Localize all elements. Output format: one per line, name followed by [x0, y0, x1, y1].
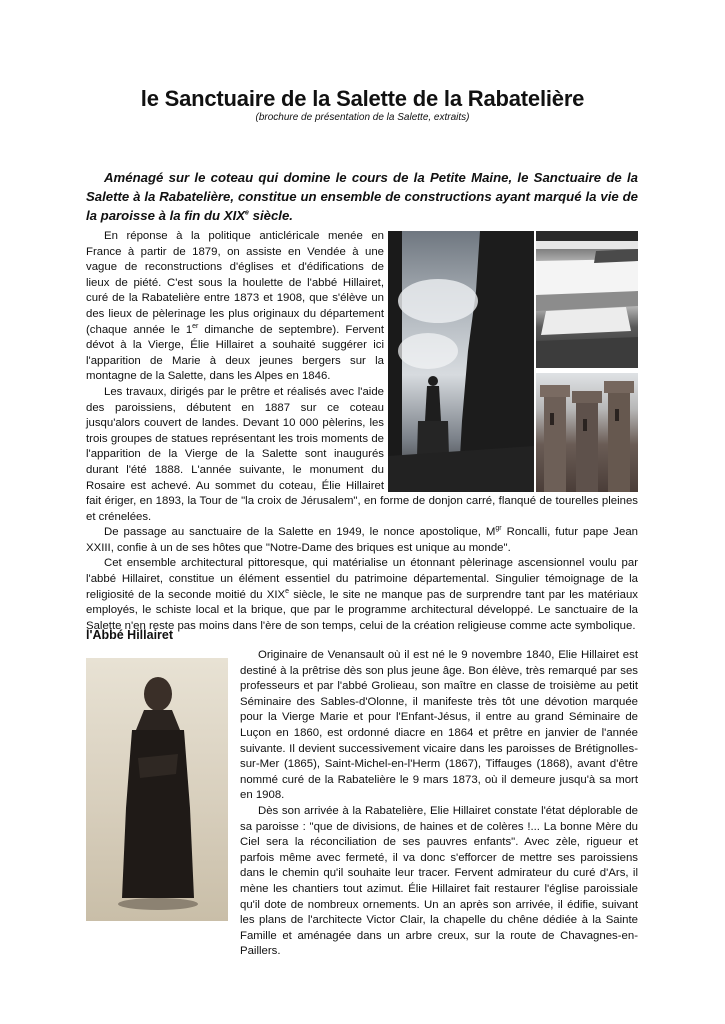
paragraph-3 [86, 525, 638, 556]
statue-photo [388, 231, 534, 492]
section-heading-abbe: l'Abbé Hillairet [86, 628, 174, 642]
intro-sup: e [245, 209, 249, 217]
intro-text-a: Aménagé sur le coteau qui domine le cours de la Petite Maine, le Sanctuaire de la Salette à la Rabatelière, constitue un ensemble de constructions ayant marqué la vie de la paroisse à la fin du XIX [86, 170, 638, 223]
p1-text-b: dimanche de septembre). Fervent dévot à la Vierge, Élie Hillairet a souhaité suggérer ici l'apparition de Marie à deux jeunes bergers sur la montagne de la Salette, dans les Alpes en 1846. [86, 323, 384, 383]
paragraph-6: Dès son arrivée à la Rabatelière, Elie Hillairet constate l'état déplorable de sa paroisse : "que de divisions, de haines et de colères !... La bonne Mère du Ciel sera la réconciliation de ses pauvres enfants". Avec zèle, rigueur et parfois même avec fermeté, il va donc s'efforcer de mettre ses paroissiens dans le chemin qu'il souhaite leur tracer. Fervent admirateur du curé d'Ars, il mène les chantiers tout azimut. Élie Hillairet fait restaurer l'église paroissiale qu'il dote de nombreux ornements. Un an après son arrivée, il édifie, suivant les plans de l'architecte Victor Clair, la chapelle du chêne dédiée à la Sainte Famille et aménagée dans un arbre creux, sur la route de Chavagnes-en-Paillers. [240, 804, 638, 958]
waterfall-photo [536, 231, 638, 368]
p3-text-b: Roncalli, futur pape Jean XXIII, confie à un de ses hôtes que "Notre-Dame des briques est unique au monde". [86, 526, 638, 554]
page-subtitle: (brochure de présentation de la Salette, extraits) [255, 112, 470, 123]
section2-body [240, 648, 638, 960]
p4-text-b: siècle, le site ne manque pas de surprendre tant par les matériaux employés, le schiste local et la brique, que par le programme architectural développé. Le sanctuaire de la Salette n'en reste pas moins dans l'ère de son temps, celui de la création religieuse comme acte symbolique. [86, 588, 639, 632]
p3-text-a: De passage au sanctuaire de la Salette en 1949, le nonce apostolique, M [104, 526, 496, 539]
photo-collage [388, 231, 638, 492]
intro-text-b: siècle. [248, 208, 293, 223]
paragraph-2: Les travaux, dirigés par le prêtre et réalisés avec l'aide des paroissiens, débutent en 1887 sur ce coteau jusqu'alors couvert de landes. Devant 10 000 pèlerins, les trois groupes de statues représentant les trois moments de l'apparition de la Vierge de la Salette sont inaugurés durant l'été 1888. L'année suivante, le monument du Rosaire est achevé. Au sommet du coteau, Élie Hillairet fait ériger, en 1893, la Tour de "la croix de Jérusalem", en forme de donjon carré, flanqué de tourelles pleines et crénelées. [86, 385, 638, 523]
section1-body [86, 229, 638, 634]
page-title: le Sanctuaire de la Salette de la Rabatelière [140, 86, 585, 111]
p1-sup: er [192, 322, 199, 330]
p4-sup: e [285, 587, 290, 595]
intro-paragraph [86, 168, 638, 225]
portrait-photo [86, 658, 228, 921]
towers-photo [536, 373, 638, 492]
p4-text-a: Cet ensemble architectural pittoresque, qui matérialise un étonnant pèlerinage ascensionnel voulu par l'abbé Hillairet, constitue un élément essentiel du patrimoine départemental. Singulier témoignage de la religiosité de la seconde moitié du XIX [86, 557, 638, 601]
paragraph-5: Originaire de Venansault où il est né le 9 novembre 1840, Elie Hillairet est destiné à la prêtrise dès son plus jeune âge. Bon élève, très remarqué par ses professeurs et par l'abbé Grolieau, son maître en classe de troisième au petit Séminaire des Sables-d'Olonne, il manifeste très tôt une dévotion marquée pour la Vierge Marie et pour l'Enfant-Jésus, il entre au grand Séminaire de Luçon en 1860, est ordonné diacre en 1864 et prêtre en janvier de l'année suivante. Il devient successivement vicaire dans les paroisses de Brétignolles-sur-Mer (1865), Saint-Michel-en-l'Herm (1867), Tiffauges (1868), avant d'être nommé curé de la Rabatelière le 9 mars 1873, où il demeure jusqu'à sa mort en 1908. [240, 649, 638, 802]
p1-text-a: En réponse à la politique anticléricale menée en France à partir de 1879, on assiste en Vendée à une vague de reconstructions d'églises et d'édifications de lieux de piété. C'est sous la houlette de l'abbé Hillairet, curé de la Rabatelière entre 1873 et 1908, que s'élève un des lieux de pèlerinage les plus originaux du département (chaque année le 1 [86, 230, 384, 336]
p3-sup: gr [495, 525, 502, 533]
paragraph-4 [86, 556, 638, 634]
